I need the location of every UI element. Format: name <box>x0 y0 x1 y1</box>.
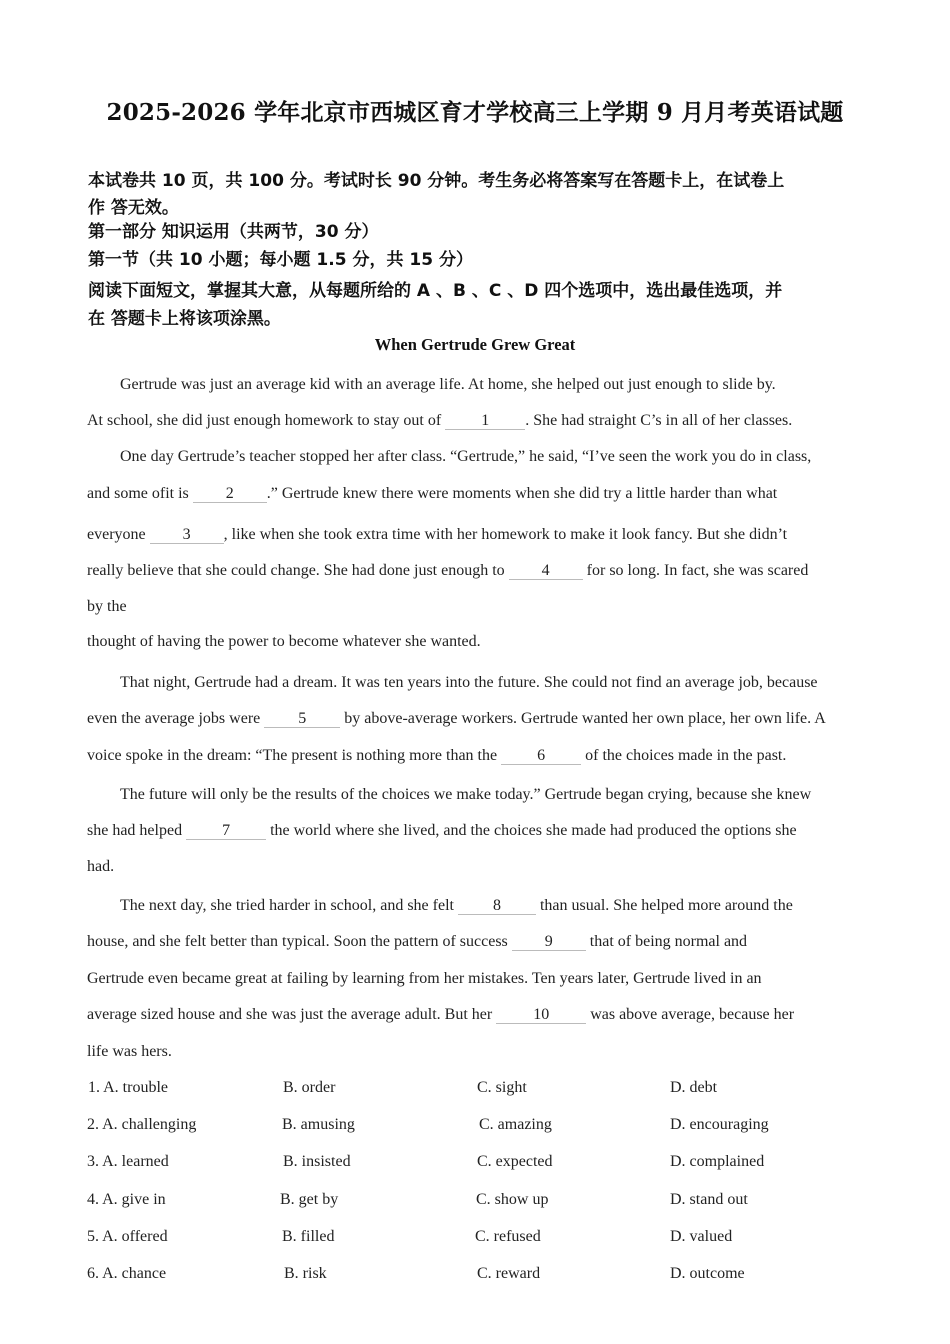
passage-line: had. <box>87 858 115 875</box>
option-b: B. get by <box>280 1191 339 1208</box>
passage-line: she had helped 7 the world where she lived, and the choices she made had produced the options she <box>87 822 797 839</box>
option-c: C. sight <box>477 1079 527 1096</box>
option-a: 3. A. learned <box>87 1153 169 1170</box>
passage-line: Gertrude was just an average kid with an average life. At home, she helped out just enough to slide by. <box>120 376 776 393</box>
blank-7: 7 <box>186 823 266 840</box>
option-d: D. complained <box>670 1153 765 1170</box>
option-d: D. valued <box>670 1228 733 1245</box>
passage-line: house, and she felt better than typical. Soon the pattern of success 9 that of being normal and <box>87 933 748 950</box>
part-heading: 第一部分 知识运用（共两节，30 分） <box>88 222 379 242</box>
passage-line: Gertrude even became great at failing by learning from her mistakes. Ten years later, Gertrude lived in an <box>87 970 762 987</box>
passage-line: even the average jobs were 5 by above-average workers. Gertrude wanted her own place, her own life. A <box>87 710 826 727</box>
instructions-line: 作 答无效。 <box>88 198 179 218</box>
blank-3: 3 <box>150 527 224 544</box>
option-b: B. risk <box>284 1265 327 1282</box>
passage-line: thought of having the power to become whatever she wanted. <box>87 633 481 650</box>
passage-line: That night, Gertrude had a dream. It was ten years into the future. She could not find an average job, because <box>120 674 818 691</box>
option-a: 1. A. trouble <box>88 1079 168 1096</box>
option-a: 4. A. give in <box>87 1191 166 1208</box>
option-a: 2. A. challenging <box>87 1116 197 1133</box>
task-instruction: 阅读下面短文，掌握其大意，从每题所给的 A 、B 、C 、D 四个选项中，选出最佳选项，并 <box>88 281 783 301</box>
passage-line: At school, she did just enough homework to stay out of 1 . She had straight C’s in all of her classes. <box>87 412 793 429</box>
option-b: B. filled <box>282 1228 335 1245</box>
blank-4: 4 <box>509 563 583 580</box>
option-c: C. expected <box>477 1153 553 1170</box>
option-c: C. amazing <box>479 1116 552 1133</box>
passage-title: When Gertrude Grew Great <box>374 335 576 354</box>
passage-line: The next day, she tried harder in school, and she felt 8 than usual. She helped more around the <box>120 897 793 914</box>
blank-10: 10 <box>496 1007 586 1024</box>
blank-2: 2 <box>193 486 267 503</box>
option-a: 5. A. offered <box>87 1228 168 1245</box>
passage-line: average sized house and she was just the average adult. But her 10 was above average, because her <box>87 1006 795 1023</box>
option-d: D. debt <box>670 1079 718 1096</box>
option-b: B. order <box>283 1079 336 1096</box>
passage-line: everyone 3 , like when she took extra time with her homework to make it look fancy. But she didn’t <box>87 526 788 543</box>
passage-line: The future will only be the results of the choices we make today.” Gertrude began crying, because she knew <box>120 786 812 803</box>
option-b: B. insisted <box>283 1153 351 1170</box>
task-instruction: 在 答题卡上将该项涂黑。 <box>88 309 281 329</box>
section-heading: 第一节（共 10 小题；每小题 1.5 分，共 15 分） <box>88 250 473 270</box>
passage-line: voice spoke in the dream: “The present is nothing more than the 6 of the choices made in the past. <box>87 747 787 764</box>
option-c: C. refused <box>475 1228 541 1245</box>
blank-6: 6 <box>501 748 581 765</box>
passage-line: life was hers. <box>87 1043 172 1060</box>
option-c: C. show up <box>476 1191 549 1208</box>
passage-line: by the <box>87 598 127 615</box>
option-d: D. stand out <box>670 1191 748 1208</box>
option-b: B. amusing <box>282 1116 355 1133</box>
exam-title: 2025-2026 学年北京市西城区育才学校高三上学期 9 月月考英语试题 <box>106 99 844 126</box>
option-d: D. outcome <box>670 1265 745 1282</box>
blank-9: 9 <box>512 934 586 951</box>
passage-line: really believe that she could change. She had done just enough to 4 for so long. In fact, she was scared <box>87 562 809 579</box>
instructions-line: 本试卷共 10 页，共 100 分。考试时长 90 分钟。考生务必将答案写在答题卡上，在试卷上 <box>88 171 785 191</box>
option-c: C. reward <box>477 1265 541 1282</box>
blank-1: 1 <box>445 413 525 430</box>
passage-line: One day Gertrude’s teacher stopped her after class. “Gertrude,” he said, “I’ve seen the work you do in class, <box>120 448 812 465</box>
blank-5: 5 <box>264 711 340 728</box>
blank-8: 8 <box>458 898 536 915</box>
option-a: 6. A. chance <box>87 1265 167 1282</box>
option-d: D. encouraging <box>670 1116 769 1133</box>
passage-line: and some ofit is 2 .” Gertrude knew there were moments when she did try a little harder than what <box>87 485 778 502</box>
